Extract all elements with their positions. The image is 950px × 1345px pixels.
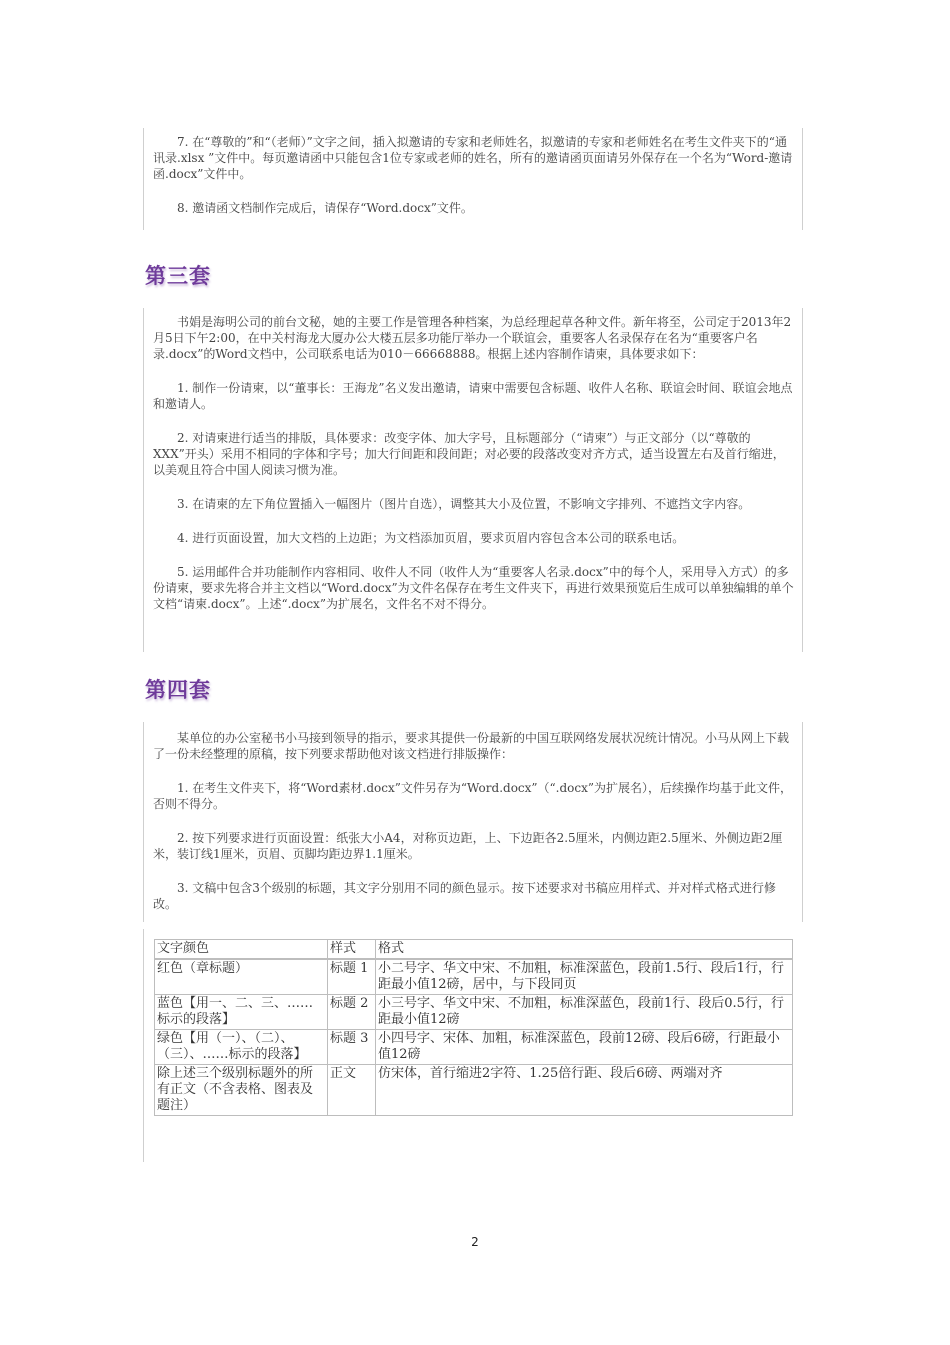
set3-item-4: 4. 进行页面设置，加大文档的上边距；为文档添加页眉，要求页眉内容包含本公司的联系电话。 [177, 531, 685, 545]
table-cell: 绿色【用（一）、（二）、（三）、……标示的段落】 [155, 1030, 328, 1065]
set4-item-1: 1. 在考生文件夹下，将“Word素材.docx”文件另存为“Word.docx”（“.docx”为扩展名），后续操作均基于此文件，否则不得分。 [153, 781, 793, 811]
table-cell: 正文 [328, 1065, 376, 1116]
set3-intro: 书娟是海明公司的前台文秘，她的主要工作是管理各种档案，为总经理起草各种文件。新年将至，公司定于2013年2月5日下午2:00，在中关村海龙大厦办公大楼五层多功能厅举办一个联谊会，重要客人名录保存在名为“重要客户名录.docx”的Word文档中，公司联系电话为010－66668888。根据上述内容制作请柬，具体要求如下： [153, 315, 792, 361]
table-cell: 标题 3 [328, 1030, 376, 1065]
set4-heading: 第四套 [145, 678, 211, 702]
table-header-row [155, 940, 793, 960]
table-header-cell: 文字颜色 [155, 940, 328, 960]
style-table [154, 939, 793, 1116]
table-row [155, 995, 793, 1030]
table-cell: 小二号字、华文中宋、不加粗，标准深蓝色，段前1.5行、段后1行，行距最小值12磅，居中，与下段同页 [376, 959, 793, 995]
table-cell: 红色（章标题） [155, 959, 328, 995]
table-header-cell: 格式 [376, 940, 793, 960]
set2-item-8: 8. 邀请函文档制作完成后，请保存“Word.docx”文件。 [177, 201, 473, 215]
table-cell: 仿宋体，首行缩进2字符、1.25倍行距、段后6磅、两端对齐 [376, 1065, 793, 1116]
table-row [155, 1030, 793, 1065]
set4-item-3: 3. 文稿中包含3个级别的标题，其文字分别用不同的颜色显示。按下述要求对书稿应用样式、并对样式格式进行修改。 [153, 881, 776, 911]
page-number: 2 [471, 1235, 479, 1249]
table-row [155, 959, 793, 995]
set4-box [143, 722, 803, 922]
set2-item-7: 7. 在“尊敬的”和“（老师）”文字之间，插入拟邀请的专家和老师姓名，拟邀请的专家和老师姓名在考生文件夹下的“通讯录.xlsx ”文件中。每页邀请函中只能包含1位专家或老师的姓名，所有的邀请函页面请另外保存在一个名为“Word-邀请函.docx”文件中。 [153, 135, 793, 181]
table-cell: 小四号字、宋体、加粗，标准深蓝色，段前12磅、段后6磅，行距最小值12磅 [376, 1030, 793, 1065]
set3-item-1: 1. 制作一份请柬，以“董事长：王海龙”名义发出邀请，请柬中需要包含标题、收件人名称、联谊会时间、联谊会地点和邀请人。 [153, 381, 793, 411]
style-table-container [143, 929, 803, 1162]
set4-intro: 某单位的办公室秘书小马接到领导的指示，要求其提供一份最新的中国互联网络发展状况统计情况。小马从网上下载了一份未经整理的原稿，按下列要求帮助他对该文档进行排版操作： [153, 731, 790, 761]
table-header-cell: 样式 [328, 940, 376, 960]
table-cell: 标题 2 [328, 995, 376, 1030]
set2-continuation-box [143, 128, 803, 230]
set4-item-2: 2. 按下列要求进行页面设置：纸张大小A4，对称页边距，上、下边距各2.5厘米，内侧边距2.5厘米、外侧边距2厘米，装订线1厘米，页眉、页脚均距边界1.1厘米。 [153, 831, 783, 861]
set3-item-5: 5. 运用邮件合并功能制作内容相同、收件人不同（收件人为“重要客人名录.docx”中的每个人，采用导入方式）的多份请柬，要求先将合并主文档以“Word.docx”为文件名保存在考生文件夹下，再进行效果预览后生成可以单独编辑的单个文档“请柬.docx”。上述“.docx”为扩展名，文件名不对不得分。 [153, 565, 794, 611]
set3-item-2: 2. 对请柬进行适当的排版，具体要求：改变字体、加大字号，且标题部分（“请柬”）与正文部分（以“尊敬的XXX”开头）采用不相同的字体和字号；加大行间距和段间距；对必要的段落改变对齐方式，适当设置左右及首行缩进，以美观且符合中国人阅读习惯为准。 [153, 431, 785, 477]
table-row [155, 1065, 793, 1116]
table-cell: 蓝色【用一、二、三、……标示的段落】 [155, 995, 328, 1030]
set3-box [143, 308, 803, 652]
table-cell: 标题 1 [328, 959, 376, 995]
set3-item-3: 3. 在请柬的左下角位置插入一幅图片（图片自选），调整其大小及位置，不影响文字排列、不遮挡文字内容。 [177, 497, 751, 511]
set3-heading: 第三套 [145, 264, 211, 288]
table-cell: 除上述三个级别标题外的所有正文（不含表格、图表及题注） [155, 1065, 328, 1116]
table-cell: 小三号字、华文中宋、不加粗，标准深蓝色，段前1行、段后0.5行，行距最小值12磅 [376, 995, 793, 1030]
